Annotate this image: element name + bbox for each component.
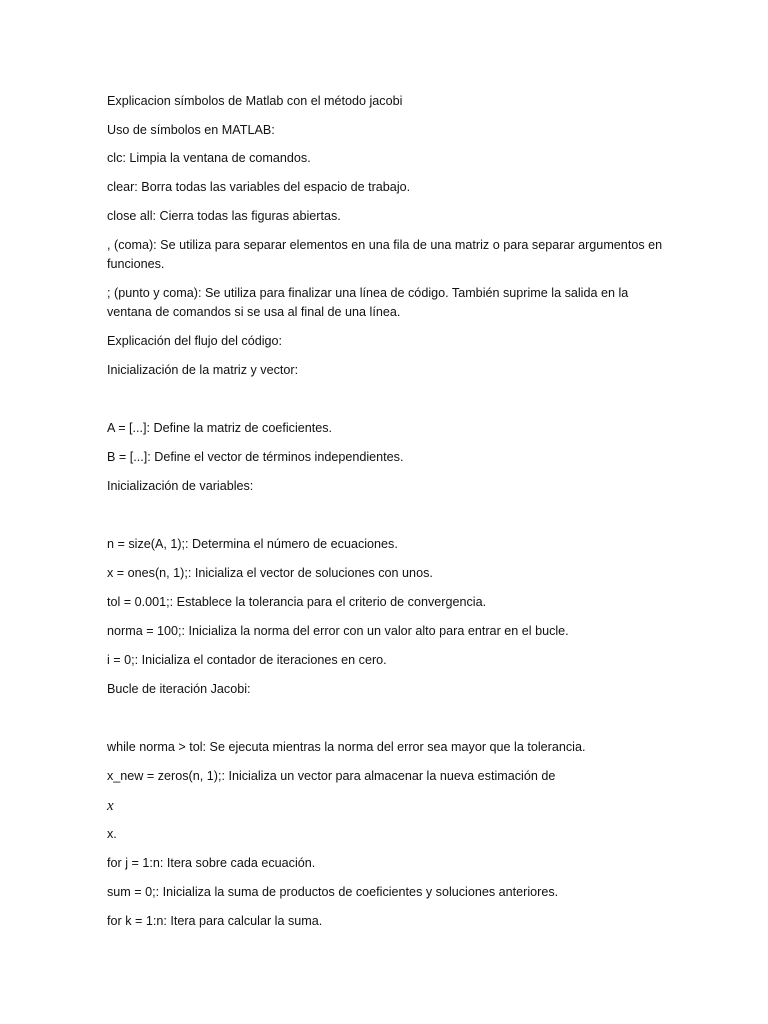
section-heading-symbols: Uso de símbolos en MATLAB:: [107, 123, 275, 137]
paragraph-sum: sum = 0;: Inicializa la suma de productos de coeficientes y soluciones anteriores.: [107, 885, 559, 899]
paragraph-comma: , (coma): Se utiliza para separar elementos en una fila de una matriz o para separar argumentos en funciones.: [107, 238, 663, 271]
paragraph-vector-b: B = [...]: Define el vector de términos independientes.: [107, 450, 404, 464]
section-heading-jacobi-loop: Bucle de iteración Jacobi:: [107, 682, 251, 696]
paragraph-clc: clc: Limpia la ventana de comandos.: [107, 151, 311, 165]
paragraph-for-j: for j = 1:n: Itera sobre cada ecuación.: [107, 856, 316, 870]
paragraph-for-k: for k = 1:n: Itera para calcular la suma.: [107, 914, 323, 928]
paragraph-clear: clear: Borra todas las variables del espacio de trabajo.: [107, 180, 411, 194]
document-title: Explicacion símbolos de Matlab con el método jacobi: [107, 94, 403, 108]
paragraph-ones: x = ones(n, 1);: Inicializa el vector de soluciones con unos.: [107, 566, 433, 580]
paragraph-tol: tol = 0.001;: Establece la tolerancia para el criterio de convergencia.: [107, 595, 487, 609]
paragraph-x-dot: x.: [107, 827, 117, 841]
paragraph-x-new: x_new = zeros(n, 1);: Inicializa un vector para almacenar la nueva estimación de: [107, 769, 556, 783]
paragraph-close-all: close all: Cierra todas las figuras abiertas.: [107, 209, 341, 223]
paragraph-while: while norma > tol: Se ejecuta mientras la norma del error sea mayor que la tolerancia.: [107, 740, 586, 754]
math-variable-x: x: [107, 798, 114, 814]
paragraph-counter: i = 0;: Inicializa el contador de iteraciones en cero.: [107, 653, 387, 667]
paragraph-matrix-a: A = [...]: Define la matriz de coeficientes.: [107, 421, 333, 435]
section-heading-flow: Explicación del flujo del código:: [107, 334, 283, 348]
paragraph-norma: norma = 100;: Inicializa la norma del error con un valor alto para entrar en el bucle.: [107, 624, 569, 638]
paragraph-semicolon: ; (punto y coma): Se utiliza para finalizar una línea de código. También suprime la salida en la ventana de comandos si se usa al final de una línea.: [107, 286, 629, 319]
section-heading-matrix-init: Inicialización de la matriz y vector:: [107, 363, 299, 377]
paragraph-size: n = size(A, 1);: Determina el número de ecuaciones.: [107, 537, 398, 551]
section-heading-variables: Inicialización de variables:: [107, 479, 254, 493]
